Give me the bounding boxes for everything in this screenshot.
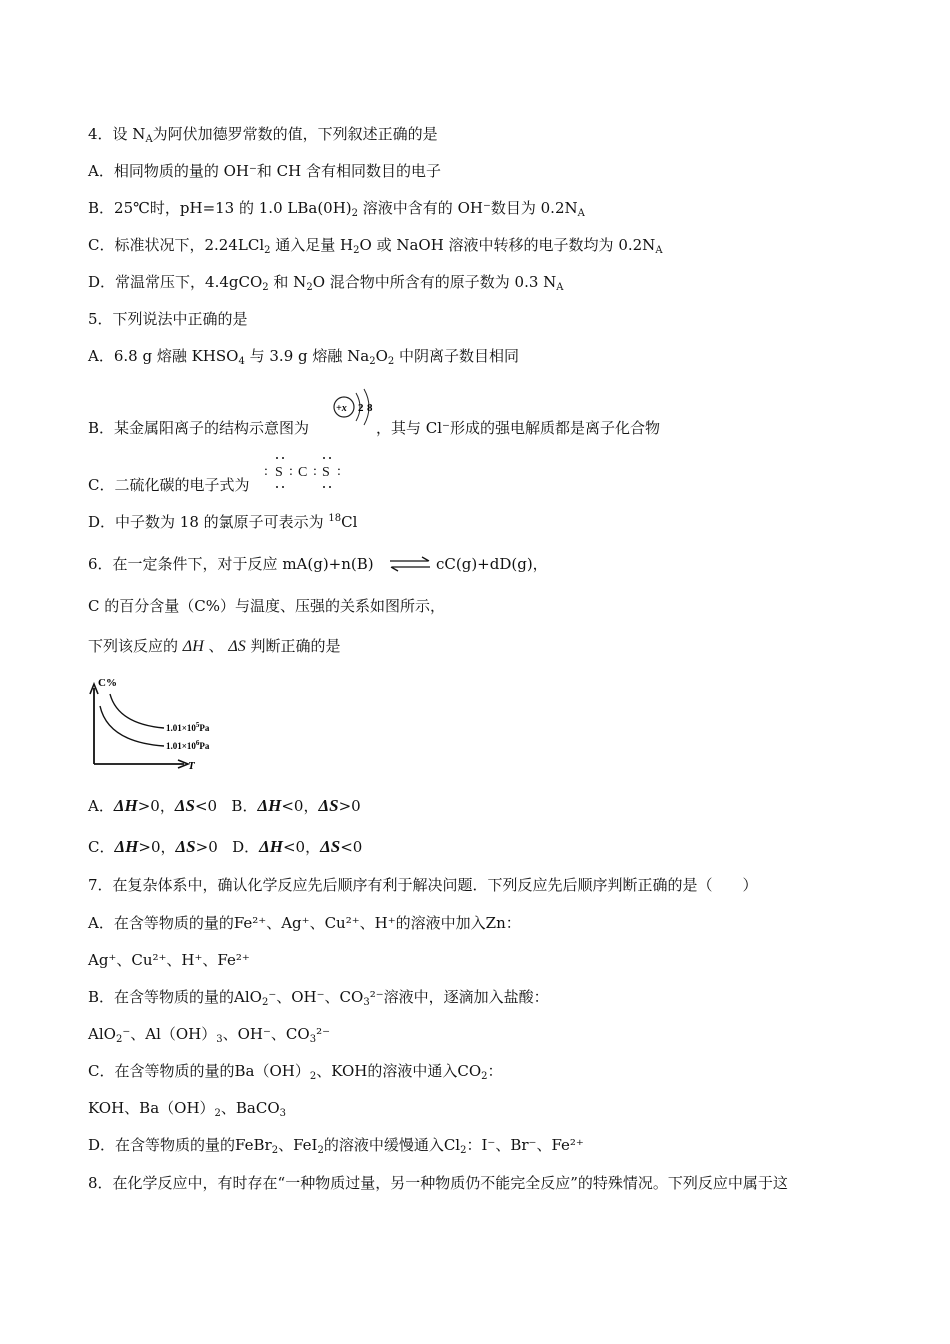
curve-label-1e5: $1.01\times 10^5Pa$ — [166, 721, 210, 733]
ion-structure-diagram — [330, 385, 378, 437]
q6-stem-b: cC(g)+dD(g)， — [436, 555, 548, 573]
svg-text::: : — [313, 464, 317, 479]
q5-option-c-text: C．二硫化碳的电子式为 — [88, 476, 250, 494]
x-axis-label: T — [188, 760, 195, 772]
q5-option-a: A．6.8 g 熔融 $KHSO_4$ 与 3.9 g 熔融 $Na_2O_2$ 中阴离子数目相同 — [88, 347, 520, 367]
curve-high-pressure-1e5 — [110, 694, 164, 728]
svg-text::: : — [289, 464, 293, 479]
cs2-electron-formula — [262, 452, 352, 492]
q7-option-a-line2: Ag⁺、Cu²⁺、H⁺、Fe²⁺ — [88, 951, 250, 969]
svg-text::: : — [337, 464, 341, 479]
cs2-sulfur-1: S — [275, 465, 283, 480]
q7-option-b-line1: B．在含等物质的量的AlO$_2$⁻、OH⁻、$CO_3^{2-}$溶液中，逐滴加入盐酸： — [88, 988, 549, 1008]
q7-option-c-line1: C．在含等物质的量的$Ba(OH)_2$、KOH的溶液中通入$CO_2$： — [88, 1062, 503, 1082]
q7-stem: 7．在复杂体系中，确认化学反应先后顺序有利于解决问题．下列反应先后顺序判断正确的是（ ） — [88, 876, 758, 894]
cs2-sulfur-2: S — [322, 465, 330, 480]
svg-text::: : — [264, 464, 268, 479]
q4-option-c: C．标准状况下，2.24LCl$_2$ 通入足量 $H_2O$ 或 NaOH 溶液中转移的电子数均为 $0.2N_A$ — [88, 236, 663, 256]
q4-stem: 4．设 $N_A$为阿伏加德罗常数的值，下列叙述正确的是 — [88, 125, 438, 145]
q6-stem-a: 6．在一定条件下，对于反应 mA(g)+n(B) — [88, 555, 374, 573]
shell-1-count: 2 — [358, 402, 364, 414]
q5-option-b-text-b: ，其与 Cl⁻形成的强电解质都是离子化合物 — [376, 419, 660, 437]
c-percent-temperature-graph — [88, 672, 238, 772]
q4-option-b: B．25℃时，pH=13 的 1.0 $LBa(0H)_2$ 溶液中含有的 OH⁻数目为 $0.2N_A$ — [88, 199, 585, 219]
curve-higher-pressure-1e6 — [100, 706, 164, 746]
q7-option-c-line2: KOH、$Ba(OH)_2$、BaCO$_3$ — [88, 1099, 287, 1119]
q6-options-cd: C．ΔH>0，ΔS>0 D．ΔH<0，ΔS<0 — [88, 837, 363, 856]
equilibrium-arrow-icon — [388, 556, 432, 572]
y-axis-label: C% — [98, 677, 117, 689]
shell-2-count: 8 — [367, 402, 373, 414]
q6-options-ab: A．ΔH>0，ΔS<0 B．ΔH<0，ΔS>0 — [88, 796, 361, 815]
q4-option-d: D．常温常压下，4.4gCO$_2$ 和 $N_2O$ 混合物中所含有的原子数为 0.3 $N_A$ — [88, 273, 564, 293]
q6-line3: 下列该反应的 ΔH 、 ΔS 判断正确的是 — [88, 637, 341, 655]
q8-stem: 8．在化学反应中，有时存在“一种物质过量，另一种物质仍不能完全反应”的特殊情况。下列反应中属于这 — [88, 1174, 788, 1192]
q6-line2: C 的百分含量（C%）与温度、压强的关系如图所示， — [88, 597, 445, 615]
q5-stem: 5．下列说法中正确的是 — [88, 310, 248, 328]
nucleus-label: +x — [336, 403, 347, 414]
q7-option-d: D．在含等物质的量的FeBr$_2$、FeI$_2$的溶液中缓慢通入$Cl_2$：I⁻、Br⁻、Fe²⁺ — [88, 1136, 584, 1156]
q4-option-a: A．相同物质的量的 OH⁻和 CH 含有相同数目的电子 — [88, 162, 441, 180]
q7-option-a-line1: A．在含等物质的量的Fe²⁺、Ag⁺、Cu²⁺、H⁺的溶液中加入Zn： — [88, 914, 521, 932]
curve-label-1e6: $1.01\times 10^6Pa$ — [166, 739, 210, 751]
q7-option-b-line2: AlO$_2$⁻、$Al(OH)_3$、OH⁻、$CO_3^{2-}$ — [88, 1025, 331, 1045]
q5-option-d: D．中子数为 18 的氯原子可表示为 $^{18}$Cl — [88, 513, 358, 531]
q5-option-b-text-a: B．某金属阳离子的结构示意图为 — [88, 419, 310, 437]
cs2-carbon: C — [298, 465, 308, 480]
